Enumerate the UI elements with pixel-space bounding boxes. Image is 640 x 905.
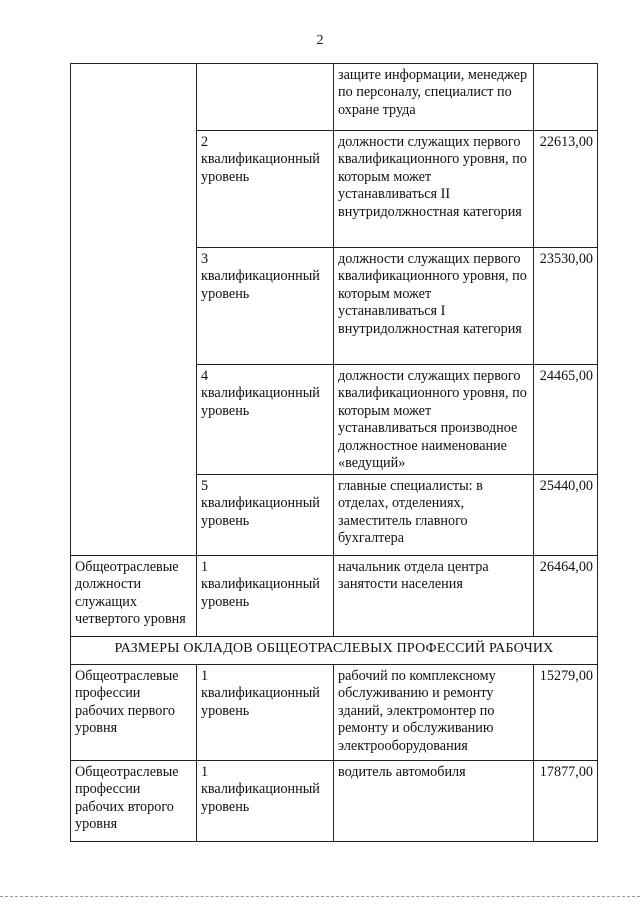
salary-cell — [534, 64, 598, 131]
level-cell: 1 квалификационный уровень — [197, 665, 334, 761]
salary-cell: 15279,00 — [534, 665, 598, 761]
salary-cell: 17877,00 — [534, 761, 598, 842]
positions-cell: рабочий по комплексному обслуживанию и ремонту зданий, электромонтер по ремонту и обслуживанию электрооборудования — [334, 665, 534, 761]
table-row — [71, 761, 598, 842]
salary-cell: 23530,00 — [534, 248, 598, 365]
group-cell: Общеотраслевые профессии рабочих второго уровня — [71, 761, 197, 842]
level-cell: 3 квалификационный уровень — [197, 248, 334, 365]
level-cell: 4 квалификационный уровень — [197, 365, 334, 475]
level-cell — [197, 64, 334, 131]
level-cell: 5 квалификационный уровень — [197, 475, 334, 556]
positions-cell: должности служащих первого квалификационного уровня, по которым может устанавливаться производное должностное наименование «ведущий» — [334, 365, 534, 475]
group-cell: Общеотраслевые профессии рабочих первого уровня — [71, 665, 197, 761]
salary-table — [70, 63, 598, 842]
table-row — [71, 556, 598, 637]
section-title: РАЗМЕРЫ ОКЛАДОВ ОБЩЕОТРАСЛЕВЫХ ПРОФЕССИЙ РАБОЧИХ — [71, 637, 598, 665]
level-cell: 1 квалификационный уровень — [197, 556, 334, 637]
level-cell: 2 квалификационный уровень — [197, 131, 334, 248]
page-number: 2 — [316, 33, 324, 48]
section-row — [71, 637, 598, 665]
positions-cell: главные специалисты: в отделах, отделениях, заместитель главного бухгалтера — [334, 475, 534, 556]
salary-cell: 22613,00 — [534, 131, 598, 248]
positions-cell: защите информации, менеджер по персоналу, специалист по охране труда — [334, 64, 534, 131]
positions-cell: начальник отдела центра занятости населения — [334, 556, 534, 637]
salary-cell: 24465,00 — [534, 365, 598, 475]
salary-cell: 26464,00 — [534, 556, 598, 637]
level-cell: 1 квалификационный уровень — [197, 761, 334, 842]
group-cell: Общеотраслевые должности служащих четвертого уровня — [71, 556, 197, 637]
page-edge-divider — [0, 896, 640, 897]
positions-cell: должности служащих первого квалификационного уровня, по которым может устанавливаться II внутридолжностная категория — [334, 131, 534, 248]
group-cell — [71, 64, 197, 556]
positions-cell: водитель автомобиля — [334, 761, 534, 842]
table-row — [71, 64, 598, 131]
salary-cell: 25440,00 — [534, 475, 598, 556]
table-row — [71, 665, 598, 761]
positions-cell: должности служащих первого квалификационного уровня, по которым может устанавливаться I внутридолжностная категория — [334, 248, 534, 365]
